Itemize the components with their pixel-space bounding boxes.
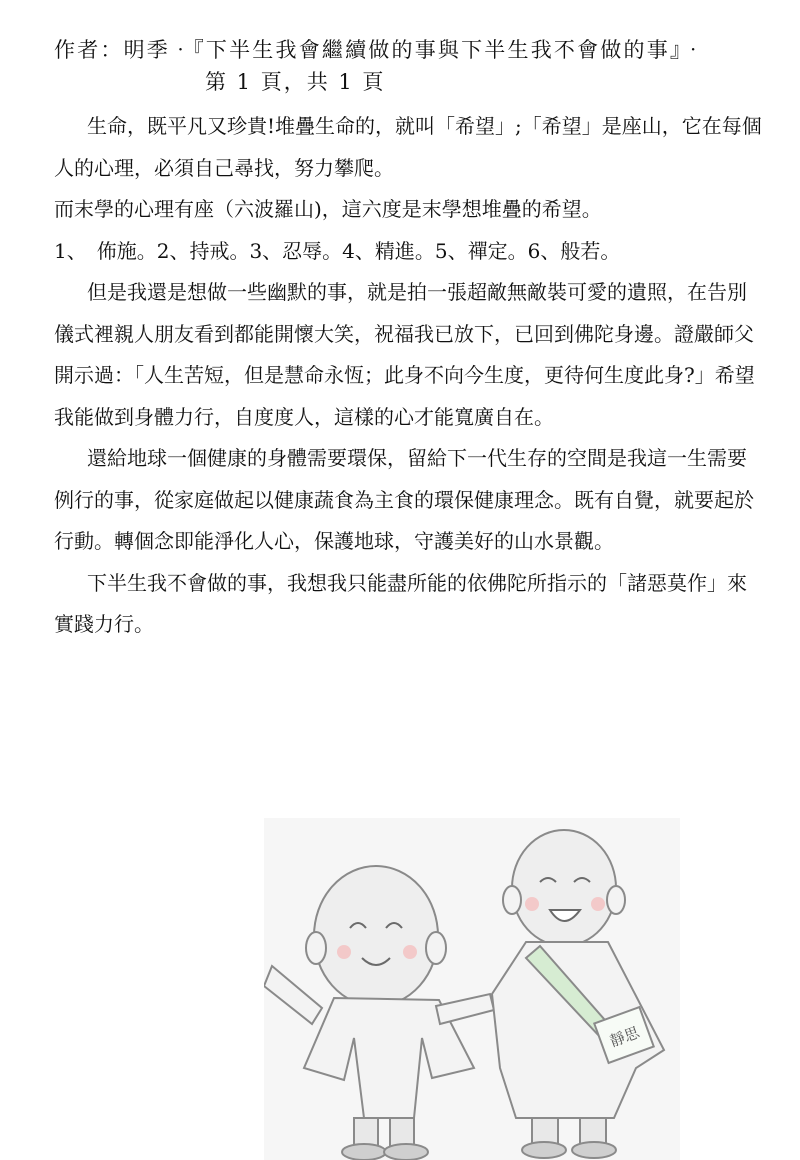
sash-label: 靜思 — [607, 1023, 642, 1051]
document-body — [54, 106, 766, 646]
paragraph-4: 但是我還是想做一些幽默的事，就是拍一張超敵無敵裝可愛的遺照，在告別儀式裡親人朋友看到都能開懷大笑，祝福我已放下，已回到佛陀身邊。證嚴師父開示過：「人生苦短，但是慧命永恆；此身不向今生度，更待何生度此身?」希望我能做到身體力行，自度度人，這樣的心才能寬廣自在。 — [54, 280, 755, 429]
paragraph-6 — [54, 563, 766, 646]
page-indicator: 第 1 頁，共 1 頁 — [205, 70, 386, 94]
paragraph-2: 而末學的心理有座（六波羅山)，這六度是末學想堆疊的希望。 — [54, 197, 602, 221]
monks-drawing — [264, 818, 680, 1160]
document-title: 作者：明季‧『下半生我會繼續做的事與下半生我不會做的事』‧ — [54, 38, 706, 62]
paragraph-1: 生命，既平凡又珍貴!堆疊生命的，就叫「希望」;「希望」是座山，它在每個人的心理，必須自己尋找，努力攀爬。 — [54, 114, 762, 180]
paragraph-3: 1、 佈施。2、持戒。3、忍辱。4、精進。5、禪定。6、般若。 — [54, 238, 621, 263]
monks-illustration — [264, 818, 680, 1160]
small-monk — [264, 866, 494, 1160]
paragraph-5: 還給地球一個健康的身體需要環保，留給下一代生存的空間是我這一生需要例行的事，從家庭做起以健康蔬食為主食的環保健康理念。既有自覺，就要起於行動。轉個念即能淨化人心，保護地球，守護美好的山水景觀。 — [54, 446, 754, 553]
paragraph-6-text: 下半生我不會做的事，我想我只能盡所能的依佛陀所指示的「諸惡莫作」來實踐力行。 — [54, 570, 747, 636]
